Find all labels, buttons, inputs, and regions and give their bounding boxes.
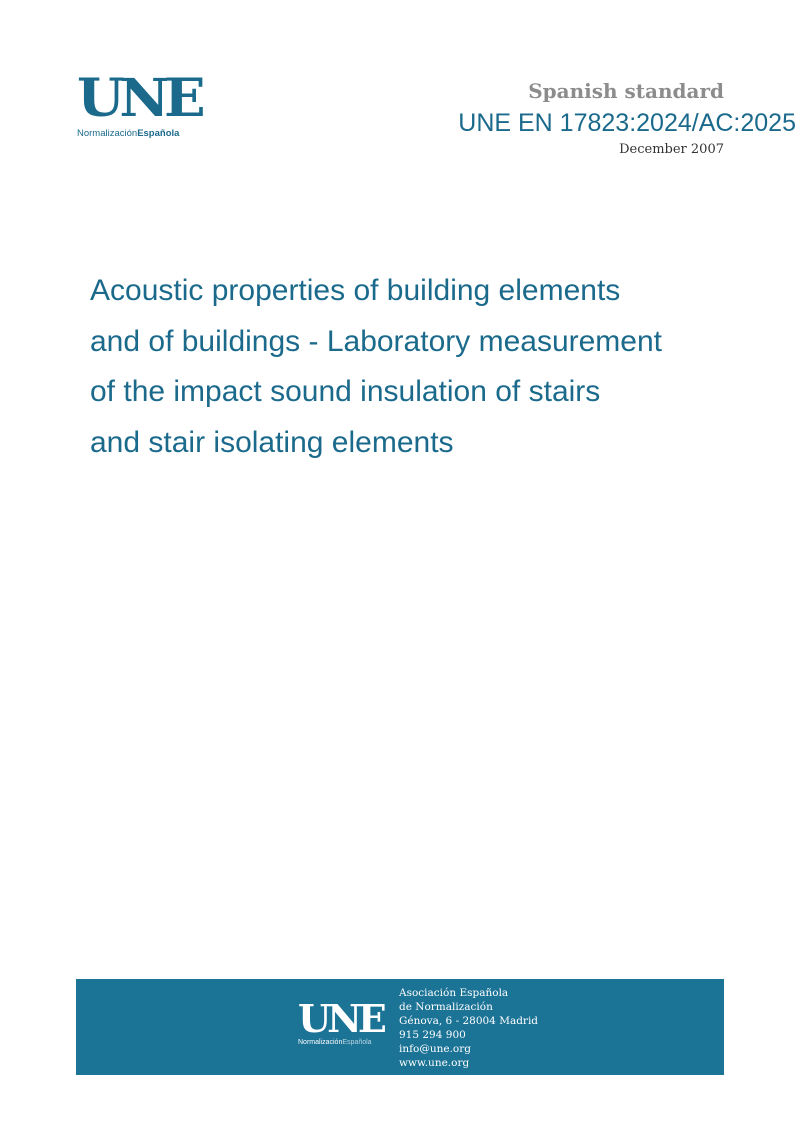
tagline-part1: Normalización: [77, 128, 138, 139]
footer-logo-wordmark: UNE: [298, 996, 383, 1041]
document-type: Spanish standard: [528, 79, 724, 103]
org-name-line2: de Normalización: [399, 1001, 493, 1013]
address: Génova, 6 - 28004 Madrid: [399, 1015, 539, 1027]
email: info@une.org: [399, 1043, 471, 1055]
phone: 915 294 900: [399, 1029, 466, 1041]
footer-une-logo: [298, 996, 388, 1046]
une-logo: [77, 68, 201, 139]
footer-tagline-part2: Española: [342, 1039, 372, 1046]
une-logo-tagline: [77, 128, 197, 139]
title-line: of the impact sound insulation of stairs: [90, 375, 601, 408]
tagline-part2: Española: [137, 128, 180, 139]
footer-band: [76, 979, 724, 1075]
document-date: December 2007: [619, 142, 724, 157]
title-line: and stair isolating elements: [90, 425, 454, 459]
document-title: [90, 266, 750, 468]
document-header: [458, 78, 796, 157]
title-line: and of buildings - Laboratory measurement: [90, 324, 662, 358]
une-logo-wordmark: UNE: [77, 68, 201, 129]
footer-contact: [399, 986, 538, 1070]
footer-tagline-part1: Normalización: [298, 1039, 343, 1046]
document-code: UNE EN 17823:2024/AC:2025: [458, 109, 796, 137]
website: www.une.org: [399, 1057, 470, 1069]
title-line: Acoustic properties of building elements: [90, 274, 621, 307]
org-name-line1: Asociación Española: [399, 987, 509, 999]
